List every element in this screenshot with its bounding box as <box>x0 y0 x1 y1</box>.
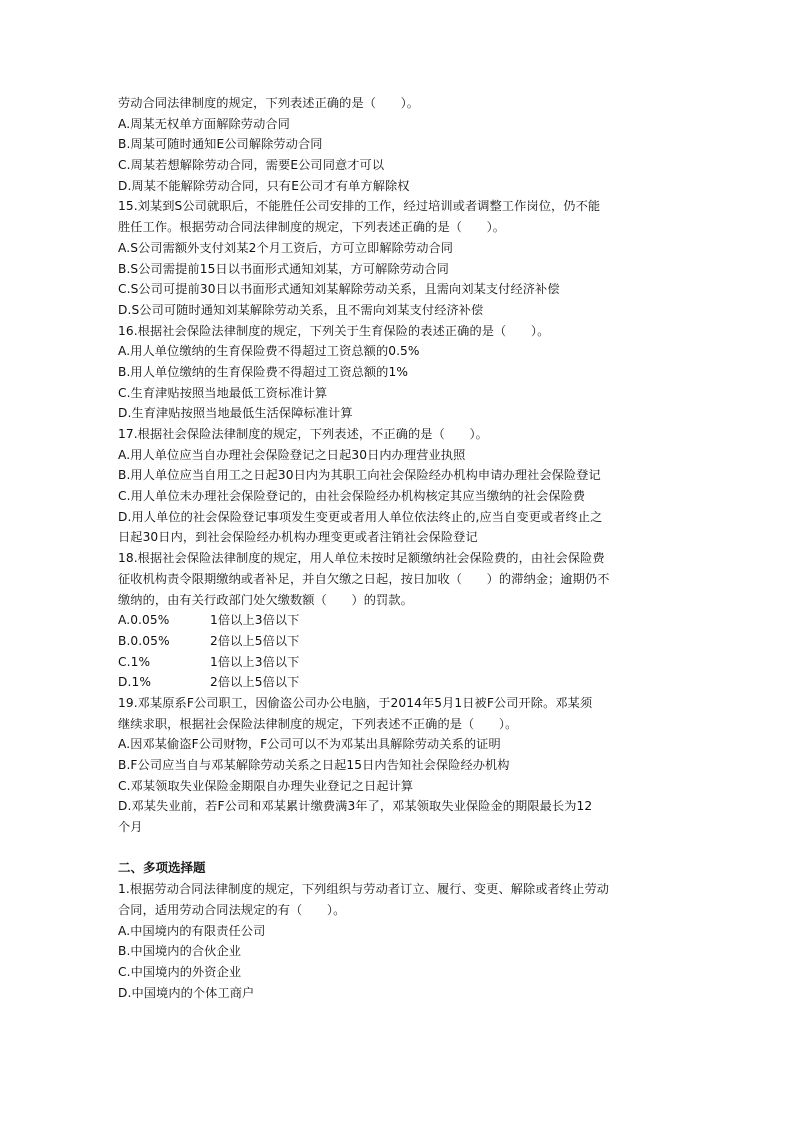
section-spacer <box>118 838 688 859</box>
option-label: A.0.05% <box>118 613 170 628</box>
option-d <box>118 672 688 693</box>
option-a: A.用人单位缴纳的生育保险费不得超过工资总额的0.5% <box>118 344 420 359</box>
option-a: A.中国境内的有限责任公司 <box>118 923 266 938</box>
option-d-continued: 个月 <box>118 820 143 835</box>
option-d: D.周某不能解除劳动合同，只有E公司才有单方解除权 <box>118 178 410 193</box>
question-stem-line: 胜任工作。根据劳动合同法律制度的规定，下列表述正确的是（ ）。 <box>118 220 506 235</box>
option-b: B.中国境内的合伙企业 <box>118 944 242 959</box>
question-stem-line: 18.根据社会保险法律制度的规定，用人单位未按时足额缴纳社会保险费的，由社会保险费 <box>118 551 605 566</box>
option-c: C.周某若想解除劳动合同，需要E公司同意才可以 <box>118 158 385 173</box>
section-title: 二、多项选择题 <box>118 860 206 876</box>
question-17 <box>118 424 688 548</box>
option-b: B.F公司应当自与邓某解除劳动关系之日起15日内告知社会保险经办机构 <box>118 758 510 772</box>
option-b: B.用人单位应当自用工之日起30日内为其职工向社会保险经办机构申请办理社会保险登记 <box>118 468 601 483</box>
option-a: A.周某无权单方面解除劳动合同 <box>118 116 290 131</box>
document-page <box>118 93 688 1003</box>
option-d-continued: 日起30日内，到社会保险经办机构办理变更或者注销社会保险登记 <box>118 530 478 545</box>
question-stem-line: 缴纳的，由有关行政部门处欠缴数额（ ）的罚款。 <box>118 592 413 607</box>
option-d: D.生育津贴按照当地最低生活保障标准计算 <box>118 406 353 421</box>
option-c: C.中国境内的外资企业 <box>118 964 242 979</box>
question-stem-line: 15.刘某到S公司就职后，不能胜任公司安排的工作，经过培训或者调整工作岗位，仍不能 <box>118 199 601 214</box>
option-c: C.生育津贴按照当地最低工资标准计算 <box>118 385 328 400</box>
option-c: C.S公司可提前30日以书面形式通知刘某解除劳动关系，且需向刘某支付经济补偿 <box>118 282 560 297</box>
option-b: B.周某可随时通知E公司解除劳动合同 <box>118 137 323 152</box>
option-c <box>118 652 688 673</box>
question-stem-line: 合同，适用劳动合同法规定的有（ ）。 <box>118 902 346 917</box>
question-stem-line: 继续求职，根据社会保险法律制度的规定，下列表述不正确的是（ ）。 <box>118 716 518 731</box>
question-stem: 劳动合同法律制度的规定，下列表述正确的是（ ）。 <box>118 96 420 110</box>
option-label: C.1% <box>118 654 151 669</box>
option-d: D.中国境内的个体工商户 <box>118 985 255 1000</box>
option-a: A.用人单位应当自办理社会保险登记之日起30日内办理营业执照 <box>118 447 466 462</box>
option-b <box>118 631 688 652</box>
option-a: A.因邓某偷盗F公司财物，F公司可以不为邓某出具解除劳动关系的证明 <box>118 737 501 752</box>
question-stem-line: 19.邓某原系F公司职工，因偷盗公司办公电脑，于2014年5月1日被F公司开除。邓某须 <box>118 695 593 710</box>
question-15 <box>118 196 688 320</box>
option-c: C.邓某领取失业保险金期限自办理失业登记之日起计算 <box>118 778 414 793</box>
option-a <box>118 610 688 631</box>
option-value: 1倍以上3倍以下 <box>210 654 300 669</box>
question-16 <box>118 321 688 424</box>
option-label: D.1% <box>118 675 151 690</box>
question-stem-line: 征收机构责令限期缴纳或者补足，并自欠缴之日起，按日加收（ ）的滞纳金；逾期仍不 <box>118 571 610 586</box>
section-multiple-choice <box>118 858 688 1003</box>
option-a: A.S公司需额外支付刘某2个月工资后，方可立即解除劳动合同 <box>118 240 454 255</box>
question-14-tail <box>118 93 688 196</box>
option-d: D.S公司可随时通知刘某解除劳动关系，且不需向刘某支付经济补偿 <box>118 302 484 317</box>
option-label: B.0.05% <box>118 633 170 648</box>
option-b: B.S公司需提前15日以书面形式通知刘某，方可解除劳动合同 <box>118 261 449 276</box>
option-d: D.邓某失业前，若F公司和邓某累计缴费满3年了，邓某领取失业保险金的期限最长为12 <box>118 799 593 814</box>
question-18 <box>118 548 688 693</box>
option-d: D.用人单位的社会保险登记事项发生变更或者用人单位依法终止的,应当自变更或者终止之 <box>118 509 603 524</box>
question-stem-line: 1.根据劳动合同法律制度的规定，下列组织与劳动者订立、履行、变更、解除或者终止劳动 <box>118 882 610 897</box>
option-value: 1倍以上3倍以下 <box>210 613 300 628</box>
option-b: B.用人单位缴纳的生育保险费不得超过工资总额的1% <box>118 364 409 379</box>
option-value: 2倍以上5倍以下 <box>210 675 300 690</box>
option-value: 2倍以上5倍以下 <box>210 633 300 648</box>
question-stem-line: 16.根据社会保险法律制度的规定，下列关于生育保险的表述正确的是（ ）。 <box>118 323 550 338</box>
option-c: C.用人单位未办理社会保险登记的，由社会保险经办机构核定其应当缴纳的社会保险费 <box>118 489 586 504</box>
question-19 <box>118 693 688 838</box>
question-stem-line: 17.根据社会保险法律制度的规定，下列表述，不正确的是（ ）。 <box>118 427 488 441</box>
